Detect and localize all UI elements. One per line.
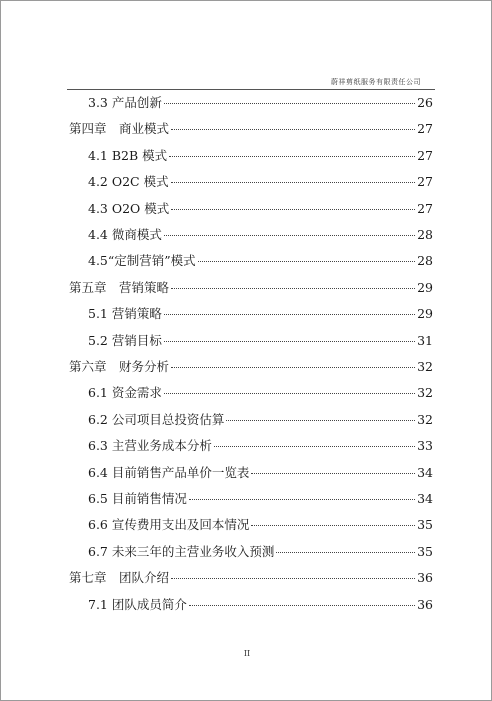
toc-entry-title: 6.3 主营业务成本分析 [88,438,212,454]
toc-entry-page-number: 28 [417,227,433,242]
toc-dot-leader [171,367,415,368]
toc-entry-title: 第六章 财务分析 [69,359,170,374]
toc-entry-title: 5.2 营销目标 [88,332,162,348]
toc-dot-leader [198,261,415,262]
toc-section-entry[interactable] [88,411,433,429]
toc-entry-page-number: 29 [417,279,433,295]
toc-section-entry[interactable] [88,252,433,270]
toc-entry-title: 第四章 商业模式 [69,121,170,137]
toc-entry-title: 4.1 B2B 模式 [88,147,168,163]
toc-entry-page-number: 35 [417,543,433,559]
toc-dot-leader [169,156,415,157]
toc-dot-leader [164,103,415,104]
toc-entry-title: 第五章 营销策略 [69,279,170,295]
header-rule [67,89,435,90]
running-header: 蔚祥剪纸服务有限责任公司 [331,78,421,86]
toc-entry-title: 6.1 资金需求 [88,385,162,401]
toc-entry-title: 6.6 宣传费用支出及回本情况 [88,517,250,533]
toc-entry-title: 7.1 团队成员简介 [88,596,187,612]
toc-entry-title: 6.2 公司项目总投资估算 [88,411,225,427]
toc-entry-page-number: 34 [417,464,433,480]
toc-dot-leader [214,446,415,447]
toc-section-entry[interactable] [88,516,433,534]
toc-dot-leader [171,578,415,579]
toc-dot-leader [164,235,415,236]
toc-entry-title: 4.5“定制营销”模式 [88,253,196,269]
toc-entry-page-number: 27 [417,121,433,137]
toc-entry-page-number: 27 [417,200,433,216]
toc-section-entry[interactable] [88,147,433,165]
toc-dot-leader [164,341,415,342]
toc-section-entry[interactable] [88,464,433,482]
toc-dot-leader [251,473,415,474]
toc-entry-page-number: 32 [417,411,433,427]
toc-section-entry[interactable] [88,305,433,323]
toc-section-entry[interactable] [88,437,433,455]
toc-dot-leader [164,314,415,315]
toc-entry-title: 3.3 产品创新 [88,95,162,110]
toc-chapter-entry[interactable] [69,569,433,587]
toc-entry-title: 6.7 未来三年的主营业务收入预测 [88,543,275,559]
toc-chapter-entry[interactable] [69,358,433,376]
toc-entry-page-number: 28 [417,253,433,269]
toc-dot-leader [226,420,415,421]
toc-dot-leader [171,129,415,130]
toc-entry-title: 6.5 目前销售情况 [88,491,187,506]
toc-entry-page-number: 29 [417,306,433,322]
toc-entry-page-number: 26 [417,95,433,110]
toc-entry-page-number: 27 [417,174,433,190]
toc-dot-leader [171,209,415,210]
toc-dot-leader [189,499,415,500]
toc-entry-title: 5.1 营销策略 [88,306,162,322]
toc-dot-leader [276,552,415,553]
toc-dot-leader [189,605,415,606]
toc-section-entry[interactable] [88,226,433,244]
toc-chapter-entry[interactable] [69,120,433,138]
toc-section-entry[interactable] [88,173,433,191]
toc-entry-page-number: 31 [417,332,433,348]
toc-entry-page-number: 36 [417,570,433,586]
toc-entry-page-number: 33 [417,438,433,454]
toc-entry-title: 6.4 目前销售产品单价一览表 [88,464,250,480]
page-number: II [243,649,251,658]
toc-section-entry[interactable] [88,94,433,112]
toc-dot-leader [251,525,415,526]
toc-dot-leader [171,182,416,183]
toc-entry-title: 4.2 O2C 模式 [88,174,169,190]
toc-section-entry[interactable] [88,596,433,614]
toc-section-entry[interactable] [88,332,433,350]
toc-entry-page-number: 35 [417,517,433,533]
toc-entry-page-number: 32 [417,385,433,401]
toc-section-entry[interactable] [88,200,433,218]
toc-entry-title: 第七章 团队介绍 [69,570,170,586]
toc-chapter-entry[interactable] [69,279,433,297]
toc-entry-page-number: 27 [417,147,433,163]
toc-entry-title: 4.3 O2O 模式 [88,200,170,216]
toc-entry-page-number: 34 [417,491,433,506]
toc-dot-leader [164,393,415,394]
toc-entry-page-number: 32 [417,359,433,374]
toc-section-entry[interactable] [88,384,433,402]
toc-entry-title: 4.4 微商模式 [88,227,162,242]
toc-section-entry[interactable] [88,490,433,508]
toc-dot-leader [171,288,415,289]
toc-entry-page-number: 36 [417,596,433,612]
toc-section-entry[interactable] [88,543,433,561]
